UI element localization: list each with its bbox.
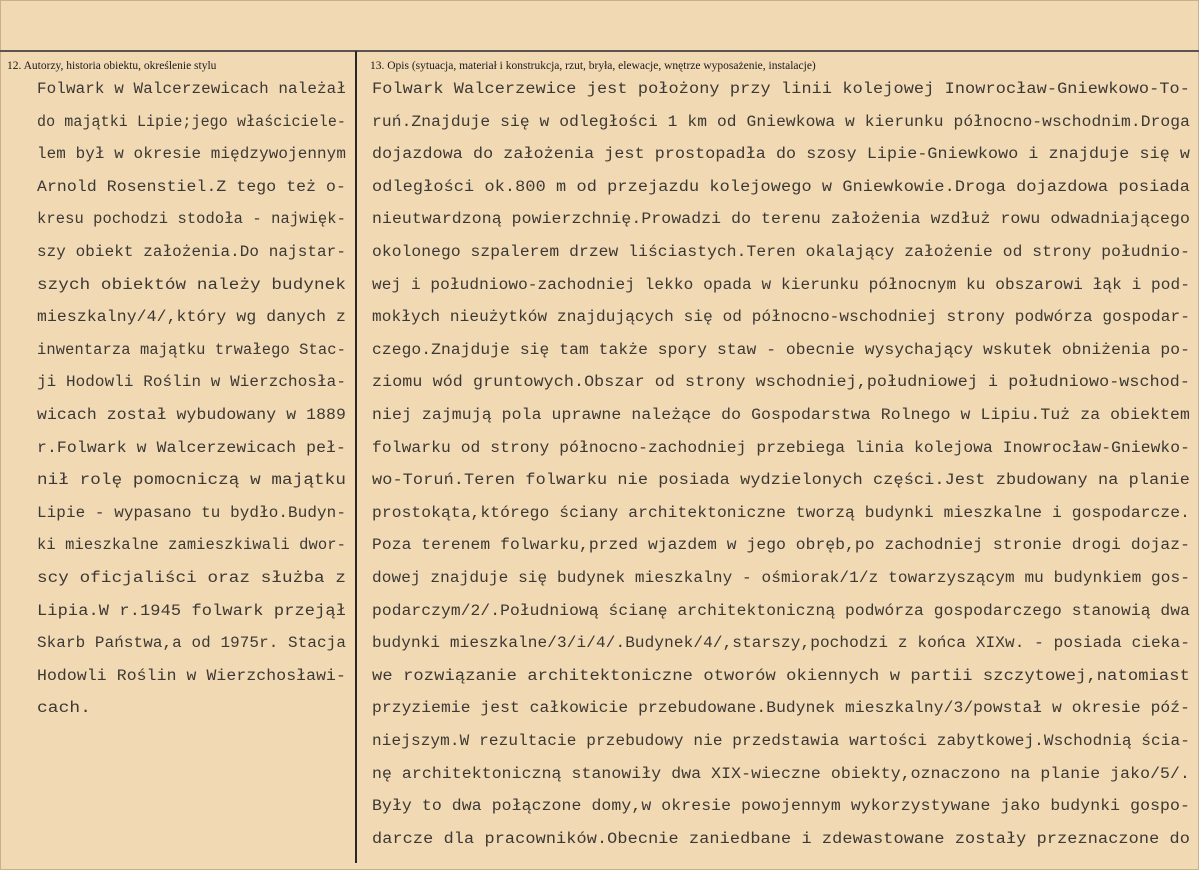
text-line: r.Folwark w Walcerzewicach peł- [37,438,346,457]
text-line: ki mieszkalne zamieszkiwali dwor- [37,536,346,555]
text-line: folwarku od strony północno-zachodniej przebiega linia kolejowa Inowrocław-Gniewko- [372,438,1190,457]
text-line: mieszkalny/4/,który wg danych z [37,308,346,327]
text-line: inwentarza majątku trwałego Stac- [37,340,346,359]
text-line: ji Hodowli Roślin w Wierzchosła- [37,373,346,392]
text-line: nę architektoniczną stanowiły dwa XIX-wieczne obiekty,oznaczono na planie jako/5/. [372,764,1190,783]
text-line: nieutwardzoną powierzchnię.Prowadzi do terenu założenia wzdłuż rowu odwadniającego [372,210,1190,229]
text-line: ziomu wód gruntowych.Obszar od strony wschodniej,południowej i południowo-wschod- [372,373,1190,392]
text-line: Były to dwa połączone domy,w okresie powojennym wykorzystywane jako budynki gospo- [372,797,1190,816]
text-line: we rozwiązanie architektoniczne otworów okiennych w partii szczytowej,natomiast [372,666,1190,685]
text-line: czego.Znajduje się tam także spory staw - obecnie wysychający wskutek obniżenia po- [372,340,1190,359]
text-line: wicach został wybudowany w 1889 [37,406,346,424]
text-line: Folwark w Walcerzewicach należał [37,80,346,98]
text-line: Lipia.W r.1945 folwark przejął [37,601,346,620]
text-line: do majątki Lipie;jego właściciele- [37,112,346,131]
text-line: Hodowli Roślin w Wierzchosławi- [37,666,346,685]
section-13-heading: 13. Opis (sytuacja, materiał i konstrukcja, rzut, bryła, elewacje, wnętrze wyposażenie, instalacje) [370,60,816,72]
text-line: szy obiekt założenia.Do najstar- [37,243,346,261]
text-line: darcze dla pracowników.Obecnie zaniedbane i zdewastowane zostały przeznaczone do [372,829,1190,848]
text-line: Skarb Państwa,a od 1975r. Stacja [37,634,346,653]
text-line: Arnold Rosenstiel.Z tego też o- [37,177,346,196]
column-divider [355,51,357,863]
text-line: niej zajmują pola uprawne należące do Gospodarstwa Rolnego w Lipiu.Tuż za obiektem [372,406,1190,424]
text-line: szych obiektów należy budynek [37,275,346,294]
text-line: scy oficjaliści oraz służba z [37,569,346,587]
text-line: Folwark Walcerzewice jest położony przy linii kolejowej Inowrocław-Gniewkowo-To- [372,80,1190,98]
text-line: mokłych nieużytków znajdujących się od północno-wschodniej strony podwórza gospodar- [372,308,1190,327]
text-line: wej i południowo-zachodniej lekko opada w kierunku północnym ku obszarowi łąk i pod- [372,275,1190,294]
text-line: przyziemie jest całkowicie przebudowane.Budynek mieszkalny/3/powstał w okresie póź- [372,699,1190,718]
text-line: okolonego szpalerem drzew liściastych.Teren okalający założenie od strony południo- [372,243,1190,261]
text-line: Lipie - wypasano tu bydło.Budyn- [37,503,346,522]
text-line: dowej znajduje się budynek mieszkalny - ośmiorak/1/z towarzyszącym mu budynkiem gos- [372,569,1190,587]
text-line: podarczym/2/.Południową ścianę architektoniczną podwórza gospodarczego stanowią dwa [372,601,1190,620]
text-line: kresu pochodzi stodoła - najwięk- [37,210,346,229]
text-line: odległości ok.800 m od przejazdu kolejowego w Gniewkowie.Droga dojazdowa posiada [372,177,1190,196]
text-line: budynki mieszkalne/3/i/4/.Budynek/4/,starszy,pochodzi z końca XIXw. - posiada cieka- [372,634,1190,653]
text-line: nił rolę pomocniczą w majątku [37,471,346,490]
text-line: prostokąta,którego ściany architektoniczne tworzą budynki mieszkalne i gospodarcze. [372,503,1190,522]
text-line: ruń.Znajduje się w odległości 1 km od Gniewkowa w kierunku północno-wschodnim.Droga [372,112,1190,131]
section-12-heading: 12. Autorzy, historia obiektu, określenie stylu [7,60,217,72]
text-line: lem był w okresie międzywojennym [37,145,346,164]
text-line: Poza terenem folwarku,przed wjazdem w jego obręb,po zachodniej stronie drogi dojaz- [372,536,1190,555]
text-line: dojazdowa do założenia jest prostopadła do szosy Lipie-Gniewkowo i znajduje się w [372,145,1190,164]
text-line: niejszym.W rezultacie przebudowy nie przedstawia wartości zabytkowej.Wschodnią ścia- [372,732,1190,750]
header-rule [0,50,1199,52]
text-line: wo-Toruń.Teren folwarku nie posiada wydzielonych części.Jest zbudowany na planie [372,471,1190,490]
text-line: cach. [37,699,92,718]
